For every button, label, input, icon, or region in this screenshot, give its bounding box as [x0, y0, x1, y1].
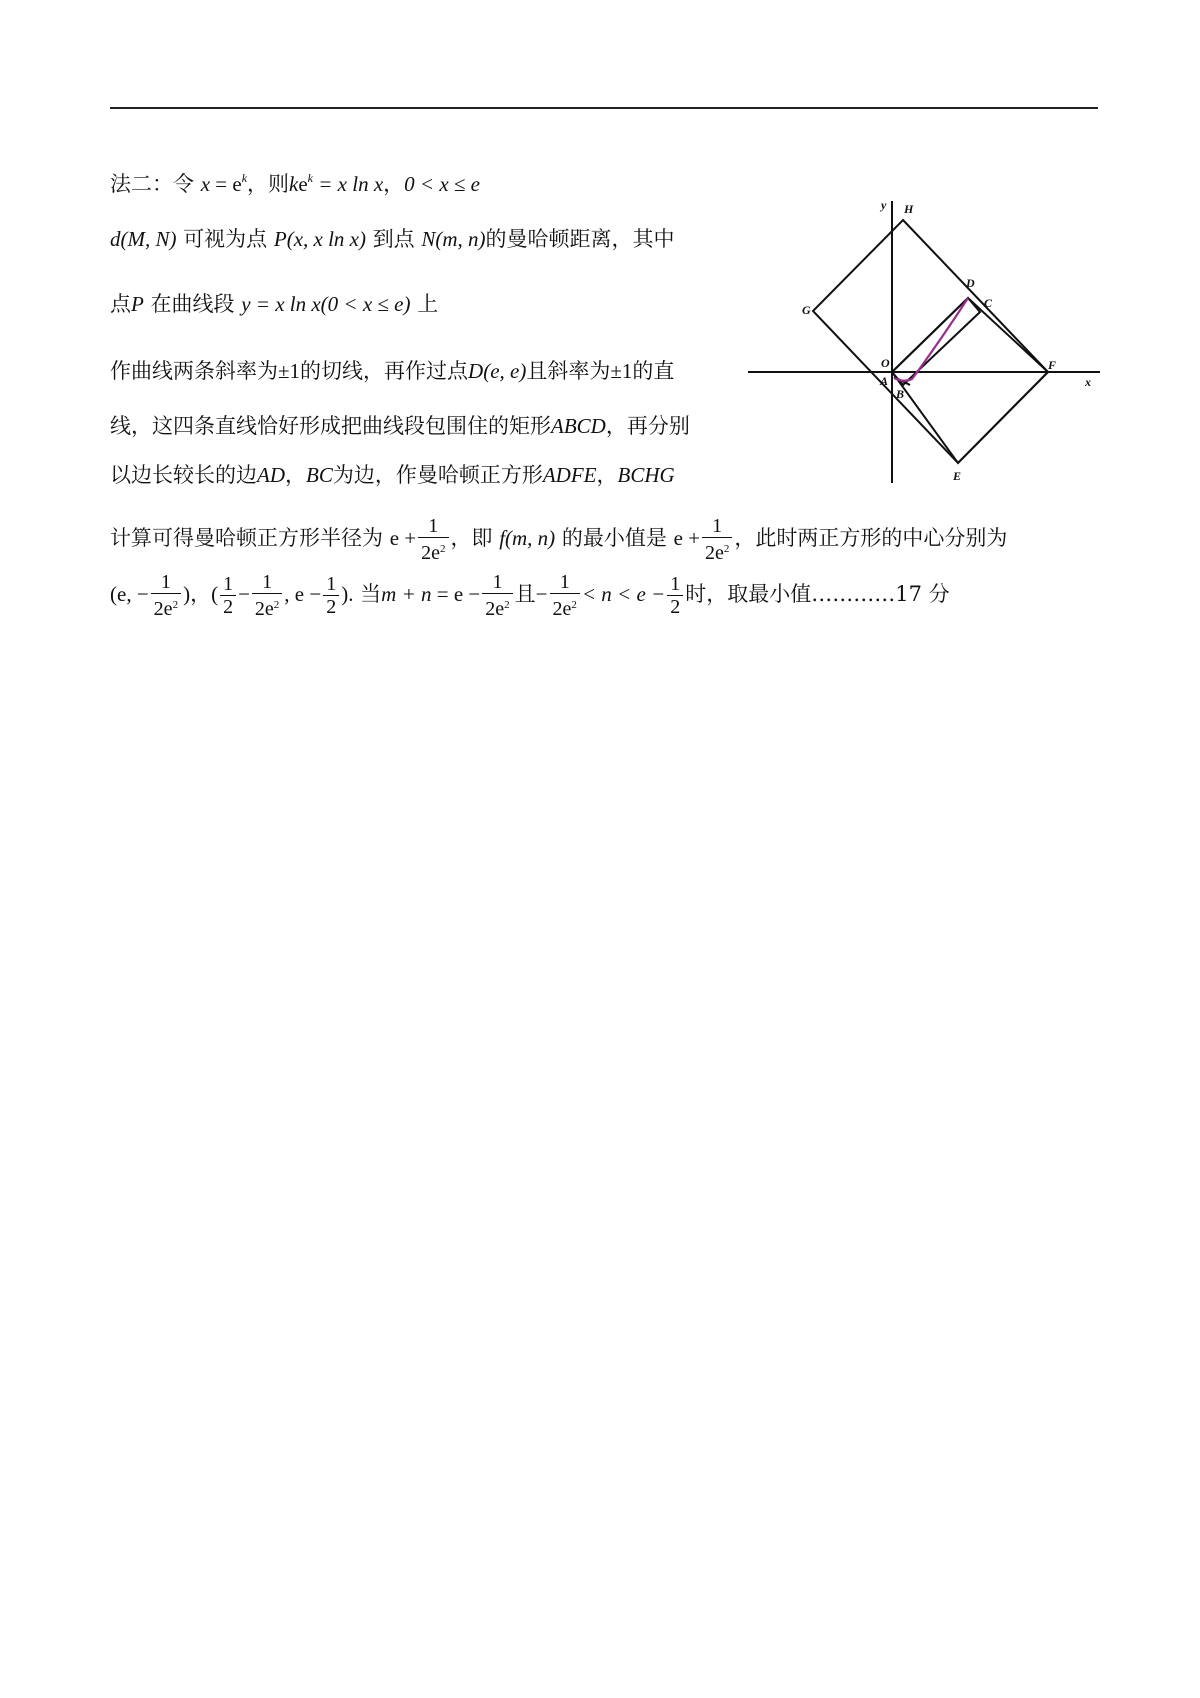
- label-H: H: [904, 202, 914, 216]
- text-line-1: [110, 163, 480, 199]
- text-line-8: [110, 566, 950, 622]
- text: 的最小值是: [561, 526, 667, 550]
- fraction-half: [220, 573, 236, 618]
- frac-den: [151, 593, 181, 620]
- rect-abcd: ABCD: [551, 414, 606, 438]
- minus: −: [238, 582, 250, 606]
- label-G: G: [802, 303, 811, 317]
- frac-den: [702, 537, 732, 564]
- label-B: B: [896, 387, 905, 401]
- frac-den-base: 2e: [704, 542, 724, 564]
- text-line-6: [110, 460, 675, 490]
- frac-den-base: 2e: [421, 542, 440, 564]
- sep-comma: ，: [285, 463, 306, 487]
- label-x: x: [1085, 375, 1091, 389]
- side-bc: BC: [306, 463, 333, 487]
- sep-comma: ，: [383, 172, 405, 196]
- sep-comma: ，: [190, 582, 212, 606]
- sup-k-2: k: [307, 171, 313, 185]
- frac-num: 1: [712, 515, 723, 537]
- center-2-close: ).: [341, 582, 354, 606]
- sum-mn: m + n: [381, 582, 432, 606]
- eq-e: = e: [210, 172, 242, 196]
- point-n: N(m, n): [421, 227, 486, 251]
- fraction-1-over-2e2: [418, 515, 448, 564]
- label-y: y: [881, 198, 887, 212]
- frac-den-base: 2e: [485, 598, 505, 620]
- text: 时，取最小值…………17 分: [685, 582, 950, 606]
- fraction-c: [482, 571, 512, 620]
- square-bchg: BCHG: [617, 463, 675, 487]
- frac-den: [482, 593, 512, 620]
- text: 线，这四条直线恰好形成把曲线段包围住的矩形: [110, 414, 551, 438]
- text: 到点: [372, 227, 415, 251]
- condition-range: 0 < x ≤ e: [404, 172, 480, 196]
- label-A: A: [880, 374, 889, 388]
- fraction-b: [252, 571, 282, 620]
- label-D: D: [966, 276, 975, 290]
- text: ，即: [450, 526, 493, 550]
- curve-expr: y = x ln x(0 < x ≤ e): [241, 292, 411, 316]
- frac-den: [252, 593, 282, 620]
- frac-den-sup: 2: [440, 543, 446, 555]
- const-e: e: [298, 172, 308, 196]
- distance-d: d(M, N): [110, 227, 177, 251]
- frac-den-sup: 2: [571, 599, 577, 611]
- curve-xlnx: [894, 298, 968, 381]
- frac-den: 2: [323, 595, 339, 618]
- label-E: E: [953, 469, 962, 483]
- frac-num: 1: [559, 571, 570, 593]
- sep-text: ，则: [247, 172, 290, 196]
- text-line-4: [110, 356, 674, 386]
- text-line-2: [110, 224, 675, 254]
- point-p-name: P: [131, 292, 144, 316]
- fraction-half-3: [667, 573, 683, 618]
- slope-pm1: ±1: [278, 359, 301, 383]
- sup-k: k: [241, 171, 248, 185]
- center-2-open: (: [211, 582, 219, 606]
- text: 计算可得曼哈顿正方形半径为: [110, 526, 383, 550]
- label-O: O: [881, 356, 890, 370]
- side-ad: AD: [257, 463, 285, 487]
- frac-den-sup: 2: [273, 599, 280, 611]
- eq-xlnx: = x ln x: [313, 172, 384, 196]
- text: 的曼哈顿距离，其中: [485, 227, 675, 251]
- min-e: e +: [673, 526, 700, 550]
- text: 以边长较长的边: [110, 463, 257, 487]
- frac-num: 1: [326, 573, 337, 595]
- sep-comma: ，: [596, 463, 618, 487]
- frac-num: 1: [670, 573, 681, 595]
- text: ，再分别: [605, 414, 690, 438]
- text: 且: [514, 582, 536, 606]
- manhattan-square-figure: [744, 195, 1104, 485]
- text: 的直: [632, 359, 675, 383]
- square-adfe: ADFE: [542, 463, 597, 487]
- frac-num: 1: [492, 571, 503, 593]
- text: 在曲线段: [150, 292, 235, 316]
- frac-den-base: 2e: [153, 598, 173, 620]
- frac-den-base: 2e: [254, 598, 274, 620]
- eq-e-minus: = e −: [431, 582, 481, 606]
- point-p: P(x, x ln x): [273, 227, 366, 251]
- frac-den-base: 2e: [552, 598, 572, 620]
- text: ，此时两正方形的中心分别为: [734, 526, 1008, 550]
- text: 且斜率为: [526, 359, 611, 383]
- fraction-d: [550, 571, 580, 620]
- method-two-label: 法二：令: [110, 172, 194, 196]
- figure-labels: [802, 198, 1091, 483]
- frac-num: 1: [223, 573, 234, 595]
- func-f: f(m, n): [499, 526, 556, 550]
- frac-num: 1: [160, 571, 171, 593]
- text: 当: [360, 582, 382, 606]
- frac-den: [418, 537, 448, 564]
- var-x: x: [200, 172, 211, 196]
- figure-lines: [748, 201, 1100, 483]
- label-C: C: [984, 296, 993, 310]
- frac-num: 1: [262, 571, 273, 593]
- text: 点: [110, 292, 131, 316]
- text: 的切线，再作过点: [300, 359, 469, 383]
- center-1-open: (e, −: [110, 582, 149, 606]
- fraction-1-over-2e2-b: [702, 515, 732, 564]
- center-1-close: ): [183, 582, 191, 606]
- frac-den: [550, 593, 580, 620]
- text: 为边，作曼哈顿正方形: [332, 463, 543, 487]
- frac-num: 1: [428, 515, 439, 537]
- center-2-mid: , e −: [284, 582, 322, 606]
- radius-e: e +: [389, 526, 417, 550]
- ineq-n: < n < e −: [581, 582, 666, 606]
- text: 上: [417, 292, 439, 316]
- point-d: D(e, e): [468, 359, 527, 383]
- slope-pm1-2: ±1: [610, 359, 633, 383]
- label-F: F: [1048, 358, 1057, 372]
- frac-den-sup: 2: [504, 599, 510, 611]
- fraction-half-2: [323, 573, 339, 618]
- header-rule: [110, 107, 1098, 109]
- text: 作曲线两条斜率为: [110, 359, 278, 383]
- text-line-7: [110, 510, 1007, 566]
- var-k: k: [289, 172, 299, 196]
- text-line-5: [110, 411, 690, 441]
- frac-den: 2: [667, 595, 683, 618]
- frac-den-sup: 2: [723, 543, 730, 555]
- text-line-3: [110, 289, 438, 319]
- fraction-a: [151, 571, 181, 620]
- minus: −: [535, 582, 548, 606]
- frac-den: 2: [220, 595, 236, 618]
- frac-den-sup: 2: [172, 599, 179, 611]
- text: 可视为点: [183, 227, 268, 251]
